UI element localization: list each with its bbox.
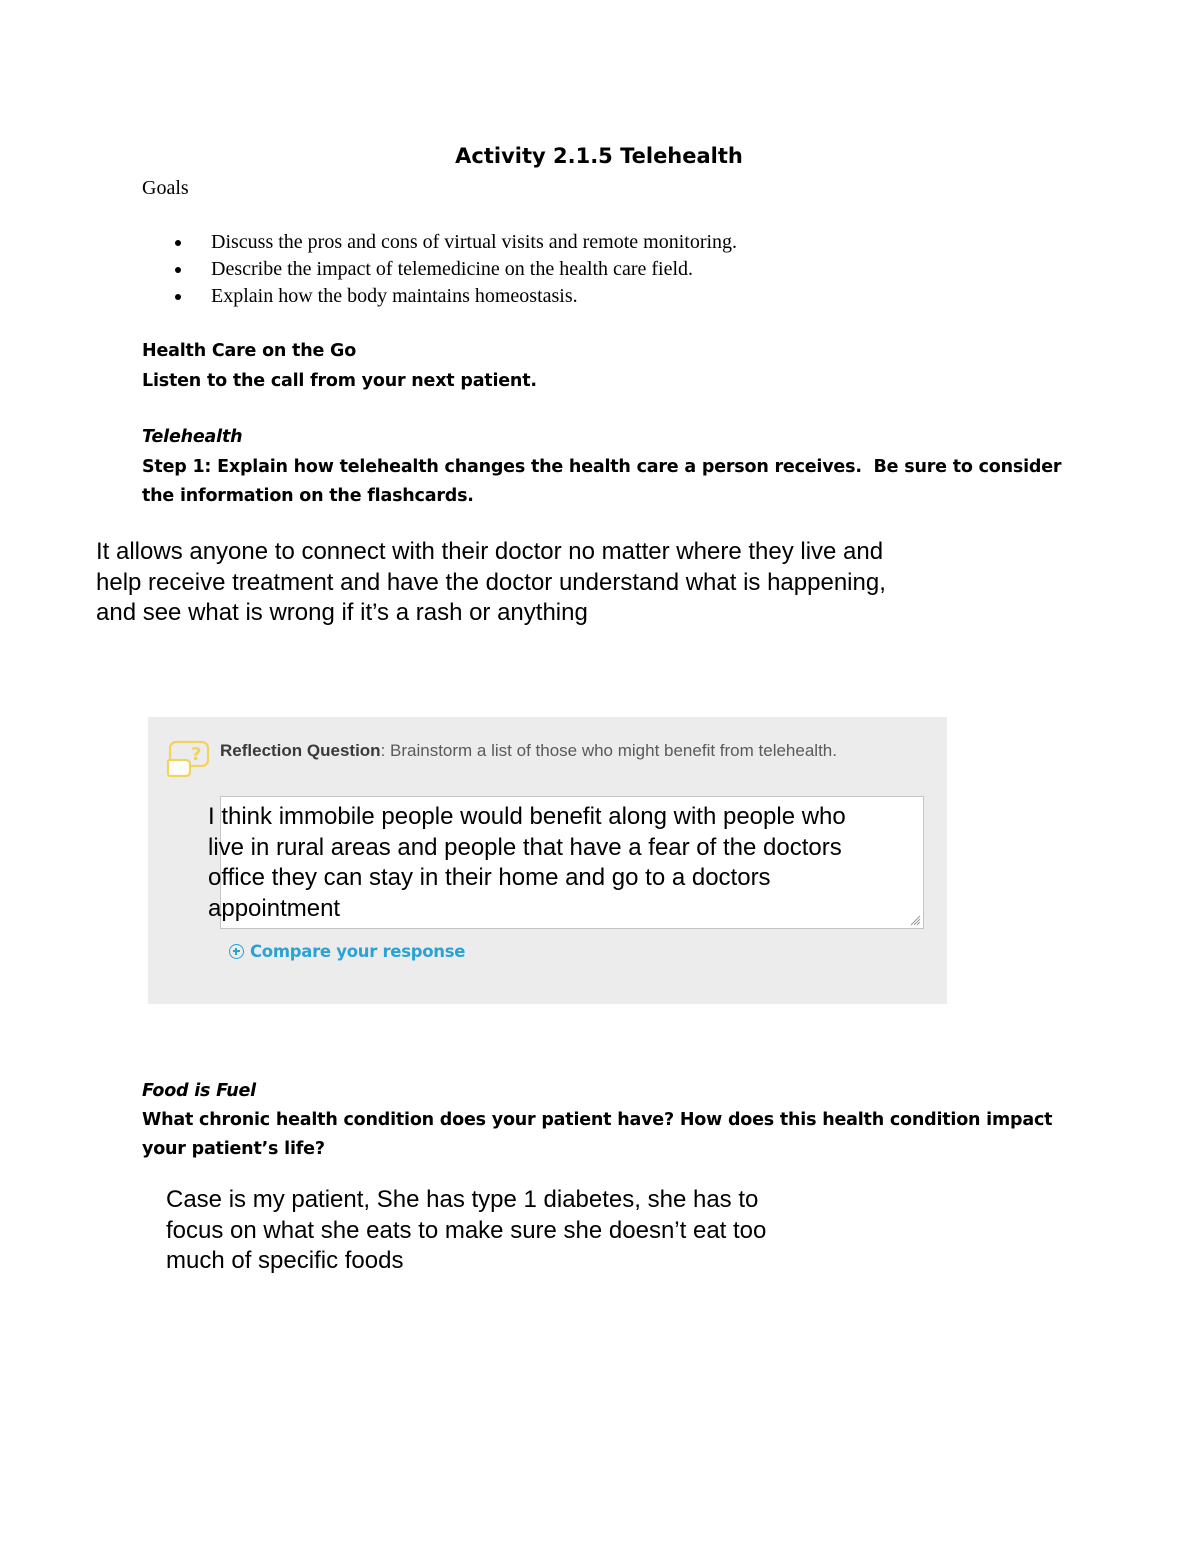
response-line: I think immobile people would benefit along with people who — [208, 803, 846, 830]
telehealth-answer — [96, 537, 886, 629]
food-answer — [166, 1185, 766, 1277]
goals-label: Goals — [142, 177, 189, 199]
answer-line: and see what is wrong if it’s a rash or anything — [96, 599, 588, 626]
response-line: office they can stay in their home and go to a doctors — [208, 864, 771, 891]
goal-item — [142, 283, 737, 310]
compare-label: Compare your response — [250, 942, 466, 961]
step-1-prompt — [142, 457, 1061, 477]
compare-response-link[interactable] — [229, 942, 465, 961]
reflection-question — [220, 741, 837, 761]
bullet-icon — [175, 240, 181, 246]
food-question-line2: your patient’s life? — [142, 1139, 325, 1159]
goal-text: Discuss the pros and cons of virtual visits and remote monitoring. — [211, 231, 738, 253]
goal-item — [142, 229, 737, 256]
response-line: live in rural areas and people that have a fear of the doctors — [208, 833, 842, 861]
document-title: Activity 2.1.5 Telehealth — [455, 144, 743, 168]
answer-line: focus on what she eats to make sure she doesn’t eat too — [166, 1216, 767, 1244]
section-heading-telehealth: Telehealth — [142, 427, 243, 447]
response-line: appointment — [208, 894, 341, 922]
reflection-question-text: : Brainstorm a list of those who might benefit from telehealth. — [380, 741, 837, 760]
goal-item — [142, 256, 737, 283]
goal-text: Describe the impact of telemedicine on the health care field. — [211, 258, 694, 280]
svg-text:?: ? — [191, 744, 202, 765]
answer-line: Case is my patient, She has type 1 diabetes, she has to — [166, 1186, 759, 1213]
food-question-line1: What chronic health condition does your patient have? How does this health condition impact — [142, 1110, 1053, 1130]
question-bubble-icon — [166, 736, 214, 780]
goal-text: Explain how the body maintains homeostasis. — [211, 285, 578, 307]
section-heading-food-is-fuel: Food is Fuel — [142, 1081, 256, 1101]
resize-grip-icon[interactable] — [909, 914, 921, 926]
reflection-response-text — [208, 802, 846, 924]
reflection-label: Reflection Question — [220, 741, 381, 760]
answer-line: help receive treatment and have the doctor understand what is happening, — [96, 568, 886, 596]
step-text-line2: the information on the flashcards. — [142, 486, 474, 506]
answer-line: much of specific foods — [166, 1247, 404, 1274]
section-instruction: Listen to the call from your next patient. — [142, 371, 537, 391]
step-text-line1: Explain how telehealth changes the health care a person receives. Be sure to consider — [211, 457, 1062, 477]
plus-circle-icon — [229, 944, 244, 959]
goals-list — [142, 229, 737, 310]
bullet-icon — [175, 294, 181, 300]
section-heading-health-care-on-the-go: Health Care on the Go — [142, 341, 357, 361]
bullet-icon — [175, 267, 181, 273]
step-label: Step 1: — [142, 457, 212, 477]
answer-line: It allows anyone to connect with their doctor no matter where they live and — [96, 538, 884, 565]
